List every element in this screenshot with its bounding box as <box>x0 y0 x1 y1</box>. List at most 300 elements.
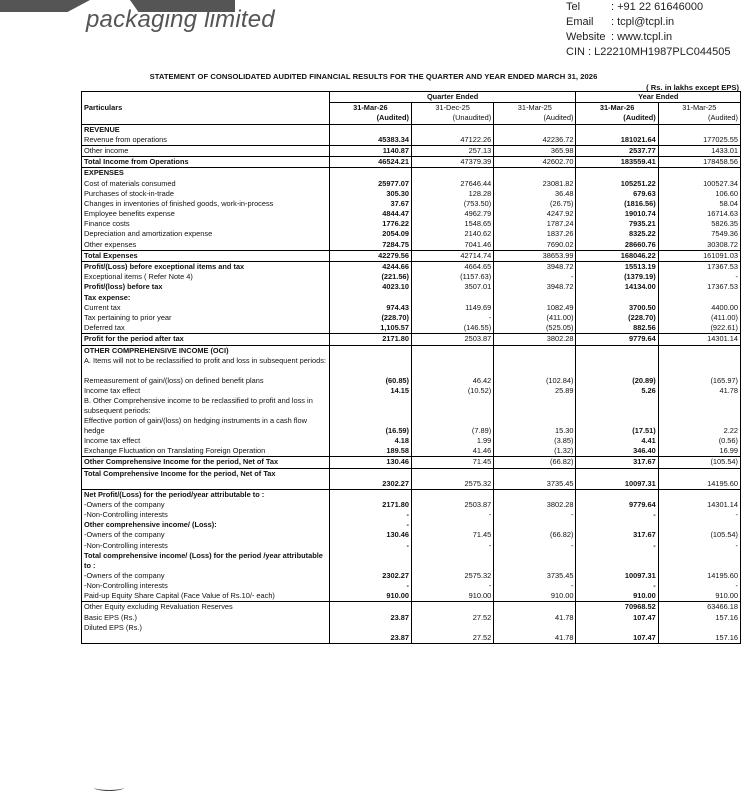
row-value: 46.42 <box>412 376 494 386</box>
table-row <box>82 500 741 510</box>
row-particular: B. Other Comprehensive income to be reclassified to profit and loss in subsequent periods: <box>82 396 330 416</box>
row-particular: A. Items will not to be reclassified to profit and loss in subsequent periods: <box>82 356 330 376</box>
row-value <box>329 345 411 356</box>
row-value <box>494 602 576 613</box>
col-date: 31-Mar-25 <box>658 103 740 114</box>
row-particular: Deferred tax <box>82 323 330 334</box>
row-value: (20.89) <box>576 376 658 386</box>
row-value <box>576 396 658 416</box>
row-value <box>658 489 740 500</box>
row-value: 71.45 <box>412 530 494 540</box>
row-value: (228.70) <box>576 313 658 323</box>
row-value <box>412 551 494 571</box>
row-value: 41.78 <box>494 613 576 623</box>
row-value <box>494 345 576 356</box>
row-value: 63466.18 <box>658 602 740 613</box>
table-row <box>82 313 741 323</box>
row-particular: Current tax <box>82 303 330 313</box>
contact-website: Website : www.tcpl.in <box>566 31 673 43</box>
row-particular: Profit/(loss) before tax <box>82 282 330 292</box>
row-value: 36.48 <box>494 189 576 199</box>
row-particular: Profit for the period after tax <box>82 334 330 345</box>
row-value: 974.43 <box>329 303 411 313</box>
row-value: 4.41 <box>576 436 658 446</box>
table-row <box>82 510 741 520</box>
row-particular: Other expenses <box>82 240 330 251</box>
row-value: 7935.21 <box>576 219 658 229</box>
row-value: 15513.19 <box>576 262 658 273</box>
row-value: 14195.60 <box>658 571 740 581</box>
col-date: 31-Mar-25 <box>494 103 576 114</box>
row-value <box>658 168 740 179</box>
row-value <box>412 293 494 303</box>
row-value: 4844.47 <box>329 209 411 219</box>
row-value: 9779.64 <box>576 334 658 345</box>
row-value <box>658 345 740 356</box>
table-row <box>82 209 741 219</box>
row-value <box>329 489 411 500</box>
row-value <box>494 489 576 500</box>
row-value: 1433.01 <box>658 145 740 156</box>
row-value: (165.97) <box>658 376 740 386</box>
row-value: (105.54) <box>658 530 740 540</box>
row-value: - <box>412 581 494 591</box>
row-value: 45383.34 <box>329 135 411 146</box>
row-value: 8325.22 <box>576 229 658 239</box>
row-value: 42236.72 <box>494 135 576 146</box>
row-value: - <box>412 313 494 323</box>
row-value: 47379.39 <box>412 157 494 168</box>
row-particular: Basic EPS (Rs.) <box>82 613 330 623</box>
row-value: 910.00 <box>412 591 494 602</box>
row-particular: -Owners of the company <box>82 530 330 540</box>
row-particular: Income tax effect <box>82 436 330 446</box>
table-row <box>82 386 741 396</box>
col-date: 31-Mar-26 <box>576 103 658 114</box>
row-value: (10.52) <box>412 386 494 396</box>
row-value: (228.70) <box>329 313 411 323</box>
row-particular: -Non-Controlling interests <box>82 541 330 551</box>
row-value: 38653.99 <box>494 250 576 261</box>
row-value: 3735.45 <box>494 571 576 581</box>
row-value: 23.87 <box>329 613 411 623</box>
row-value: - <box>494 581 576 591</box>
row-value: 2302.27 <box>329 468 411 489</box>
row-value <box>494 124 576 135</box>
row-value: 41.78 <box>658 386 740 396</box>
row-value: - <box>658 510 740 520</box>
row-value: (60.85) <box>329 376 411 386</box>
row-value: (16.59) <box>329 416 411 436</box>
col-status: (Audited) <box>658 113 740 124</box>
row-value: 2537.77 <box>576 145 658 156</box>
row-particular: -Owners of the company <box>82 571 330 581</box>
row-particular: Profit/(Loss) before exceptional items and tax <box>82 262 330 273</box>
row-value: 17367.53 <box>658 282 740 292</box>
col-status: (Audited) <box>576 113 658 124</box>
row-value: 1548.65 <box>412 219 494 229</box>
row-value: 1149.69 <box>412 303 494 313</box>
contact-block <box>566 0 731 60</box>
row-value: 181021.64 <box>576 135 658 146</box>
row-value <box>576 551 658 571</box>
row-value: 2503.87 <box>412 500 494 510</box>
row-value <box>412 345 494 356</box>
row-particular: Other Equity excluding Revaluation Reserves <box>82 602 330 613</box>
row-particular: Other comprehensive income/ (Loss): <box>82 520 330 530</box>
row-value: 2302.27 <box>329 571 411 581</box>
row-value <box>576 293 658 303</box>
table-row <box>82 219 741 229</box>
row-value: 23.87 <box>329 623 411 644</box>
particulars-header-top <box>82 92 330 103</box>
row-value <box>576 520 658 530</box>
row-value: 2054.09 <box>329 229 411 239</box>
row-particular: Other Comprehensive Income for the period, Net of Tax <box>82 457 330 468</box>
table-row <box>82 436 741 446</box>
row-value: 305.30 <box>329 189 411 199</box>
row-value: 28660.76 <box>576 240 658 251</box>
table-row <box>82 541 741 551</box>
row-value: 30308.72 <box>658 240 740 251</box>
row-value: - <box>329 510 411 520</box>
row-particular: -Non-Controlling interests <box>82 581 330 591</box>
contact-cin: CIN : L22210MH1987PLC044505 <box>566 46 731 58</box>
row-particular: REVENUE <box>82 124 330 135</box>
row-value: 346.40 <box>576 446 658 457</box>
row-value <box>576 168 658 179</box>
contact-email: Email : tcpl@tcpl.in <box>566 16 675 28</box>
row-value <box>494 293 576 303</box>
row-value <box>412 168 494 179</box>
row-value: (1.32) <box>494 446 576 457</box>
row-value: 177025.55 <box>658 135 740 146</box>
header-row-dates <box>82 103 741 114</box>
row-value: 257.13 <box>412 145 494 156</box>
row-value: 128.28 <box>412 189 494 199</box>
row-value: (525.05) <box>494 323 576 334</box>
row-value: (411.00) <box>658 313 740 323</box>
row-value: 2.22 <box>658 416 740 436</box>
row-value <box>658 356 740 376</box>
row-particular: Employee benefits expense <box>82 209 330 219</box>
row-value: 25.89 <box>494 386 576 396</box>
row-value: 14134.00 <box>576 282 658 292</box>
company-logo-mark <box>0 0 90 12</box>
row-value <box>658 551 740 571</box>
row-value <box>576 345 658 356</box>
row-value: 42602.70 <box>494 157 576 168</box>
row-value: 161091.03 <box>658 250 740 261</box>
row-value <box>412 396 494 416</box>
row-value: 910.00 <box>576 591 658 602</box>
table-row <box>82 457 741 468</box>
row-particular: Total Income from Operations <box>82 157 330 168</box>
particulars-header-bottom <box>82 113 330 124</box>
table-row <box>82 591 741 602</box>
row-particular: Purchases of stock-in-trade <box>82 189 330 199</box>
row-value <box>412 124 494 135</box>
row-value: 130.46 <box>329 530 411 540</box>
row-value: 1837.26 <box>494 229 576 239</box>
row-value: 3802.28 <box>494 334 576 345</box>
row-value: 910.00 <box>494 591 576 602</box>
table-row <box>82 623 741 644</box>
table-row <box>82 468 741 489</box>
table-row <box>82 581 741 591</box>
table-row <box>82 189 741 199</box>
particulars-header: Particulars <box>82 103 330 114</box>
row-value: 4400.00 <box>658 303 740 313</box>
row-particular: Total Comprehensive Income for the period, Net of Tax <box>82 468 330 489</box>
row-value: 27646.44 <box>412 179 494 189</box>
row-particular: Finance costs <box>82 219 330 229</box>
row-value: 157.16 <box>658 623 740 644</box>
row-value: (17.51) <box>576 416 658 436</box>
row-value: 27.52 <box>412 623 494 644</box>
row-value: (66.82) <box>494 457 576 468</box>
row-value: (753.50) <box>412 199 494 209</box>
row-particular: Cost of materials consumed <box>82 179 330 189</box>
row-value: 14.15 <box>329 386 411 396</box>
table-row <box>82 446 741 457</box>
row-value: (922.61) <box>658 323 740 334</box>
table-row <box>82 282 741 292</box>
row-value: (66.82) <box>494 530 576 540</box>
table-row <box>82 179 741 189</box>
row-value: - <box>576 510 658 520</box>
table-row <box>82 229 741 239</box>
row-value: 157.16 <box>658 613 740 623</box>
row-particular: Remeasurement of gain/(loss) on defined benefit plans <box>82 376 330 386</box>
row-value: (1157.63) <box>412 272 494 282</box>
row-value: 16.99 <box>658 446 740 457</box>
col-status: (Audited) <box>329 113 411 124</box>
company-tagline: packaging limited <box>86 6 275 33</box>
col-date: 31-Mar-26 <box>329 103 411 114</box>
group-year-ended: Year Ended <box>576 92 741 103</box>
row-value: 10097.31 <box>576 468 658 489</box>
row-particular: OTHER COMPREHENSIVE INCOME (OCI) <box>82 345 330 356</box>
row-value <box>658 293 740 303</box>
row-particular: Effective portion of gain/(loss) on hedging instruments in a cash flow hedge <box>82 416 330 436</box>
units-note: ( Rs. in lakhs except EPS) <box>646 83 739 92</box>
table-row <box>82 262 741 273</box>
table-row <box>82 345 741 356</box>
row-value: 14301.14 <box>658 334 740 345</box>
header-row-status <box>82 113 741 124</box>
contact-tel: Tel : +91 22 61646000 <box>566 1 704 13</box>
row-value: 4247.92 <box>494 209 576 219</box>
row-value: 679.63 <box>576 189 658 199</box>
row-value: 7041.46 <box>412 240 494 251</box>
row-value: (105.54) <box>658 457 740 468</box>
row-value: 178458.56 <box>658 157 740 168</box>
row-value: 41.78 <box>494 623 576 644</box>
row-value: 5826.35 <box>658 219 740 229</box>
row-value: - <box>329 541 411 551</box>
row-particular: Tax expense: <box>82 293 330 303</box>
row-particular: Depreciation and amortization expense <box>82 229 330 239</box>
row-value: 189.58 <box>329 446 411 457</box>
table-row <box>82 124 741 135</box>
row-value: (102.84) <box>494 376 576 386</box>
row-value: (221.56) <box>329 272 411 282</box>
row-value: 42714.74 <box>412 250 494 261</box>
row-particular: Changes in inventories of finished goods, work-in-process <box>82 199 330 209</box>
row-value: - <box>576 541 658 551</box>
table-row <box>82 551 741 571</box>
row-value: 2171.80 <box>329 334 411 345</box>
table-row <box>82 396 741 416</box>
row-value: 882.56 <box>576 323 658 334</box>
row-value: 183559.41 <box>576 157 658 168</box>
row-particular: Other income <box>82 145 330 156</box>
row-value: 107.47 <box>576 623 658 644</box>
row-value: 168046.22 <box>576 250 658 261</box>
row-value: 4244.66 <box>329 262 411 273</box>
row-value: 3735.45 <box>494 468 576 489</box>
table-row <box>82 323 741 334</box>
row-value <box>329 602 411 613</box>
row-value <box>494 168 576 179</box>
statement-title: STATEMENT OF CONSOLIDATED AUDITED FINANCIAL RESULTS FOR THE QUARTER AND YEAR ENDED MARCH 31, 2026 <box>149 72 598 81</box>
row-value: 14301.14 <box>658 500 740 510</box>
row-value: (0.56) <box>658 436 740 446</box>
row-value: 9779.64 <box>576 500 658 510</box>
table-row <box>82 293 741 303</box>
row-value <box>658 124 740 135</box>
row-value: - <box>412 510 494 520</box>
row-value: - <box>412 541 494 551</box>
row-value: 7549.36 <box>658 229 740 239</box>
row-value <box>576 489 658 500</box>
row-particular: -Owners of the company <box>82 500 330 510</box>
row-value: 2171.80 <box>329 500 411 510</box>
row-value: 2140.62 <box>412 229 494 239</box>
row-value <box>329 124 411 135</box>
table-row <box>82 334 741 345</box>
row-value: 106.60 <box>658 189 740 199</box>
col-status: (Unaudited) <box>412 113 494 124</box>
table-row <box>82 356 741 376</box>
row-value: - <box>494 541 576 551</box>
financial-results-table <box>81 91 741 644</box>
table-row <box>82 303 741 313</box>
row-value: - <box>576 581 658 591</box>
row-particular: Total Expenses <box>82 250 330 261</box>
row-value: 46524.21 <box>329 157 411 168</box>
row-value: 27.52 <box>412 613 494 623</box>
signature-scribble <box>94 784 124 791</box>
table-row <box>82 250 741 261</box>
row-value <box>494 551 576 571</box>
row-value: (411.00) <box>494 313 576 323</box>
row-value: (146.55) <box>412 323 494 334</box>
row-value: (1816.56) <box>576 199 658 209</box>
table-row <box>82 530 741 540</box>
table-row <box>82 135 741 146</box>
table-row <box>82 376 741 386</box>
row-particular: EXPENSES <box>82 168 330 179</box>
table-row <box>82 145 741 156</box>
table-row <box>82 520 741 530</box>
row-value: 910.00 <box>658 591 740 602</box>
row-value: 100527.34 <box>658 179 740 189</box>
row-value: 2503.87 <box>412 334 494 345</box>
table-row <box>82 613 741 623</box>
row-value: 3700.50 <box>576 303 658 313</box>
row-value <box>412 356 494 376</box>
row-value <box>658 520 740 530</box>
row-value: 1082.49 <box>494 303 576 313</box>
row-value: 105251.22 <box>576 179 658 189</box>
row-value: 4023.10 <box>329 282 411 292</box>
table-row <box>82 199 741 209</box>
row-value: 3948.72 <box>494 262 576 273</box>
row-particular: Paid-up Equity Share Capital (Face Value of Rs.10/- each) <box>82 591 330 602</box>
row-value: (3.85) <box>494 436 576 446</box>
row-value: 10097.31 <box>576 571 658 581</box>
table-row <box>82 272 741 282</box>
row-value: 317.67 <box>576 457 658 468</box>
row-value: 58.04 <box>658 199 740 209</box>
row-value: 1,105.57 <box>329 323 411 334</box>
row-value: 71.45 <box>412 457 494 468</box>
col-status: (Audited) <box>494 113 576 124</box>
row-particular: Exceptional items ( Refer Note 4) <box>82 272 330 282</box>
table-row <box>82 168 741 179</box>
table-row <box>82 416 741 436</box>
row-value: 1776.22 <box>329 219 411 229</box>
row-value: - <box>329 520 411 530</box>
row-value <box>329 356 411 376</box>
row-particular: Exchange Fluctuation on Translating Foreign Operation <box>82 446 330 457</box>
row-value: 41.46 <box>412 446 494 457</box>
row-value: 3948.72 <box>494 282 576 292</box>
row-value: 317.67 <box>576 530 658 540</box>
row-value: 14195.60 <box>658 468 740 489</box>
row-value <box>494 520 576 530</box>
row-value: 25977.07 <box>329 179 411 189</box>
row-value: 7690.02 <box>494 240 576 251</box>
row-value: 2575.32 <box>412 571 494 581</box>
row-value: 910.00 <box>329 591 411 602</box>
row-value <box>658 396 740 416</box>
row-value: 4962.79 <box>412 209 494 219</box>
header-row-groups <box>82 92 741 103</box>
row-value: 23081.82 <box>494 179 576 189</box>
row-value <box>329 168 411 179</box>
col-date: 31-Dec-25 <box>412 103 494 114</box>
row-particular: -Non-Controlling interests <box>82 510 330 520</box>
row-value <box>412 520 494 530</box>
row-value: 2575.32 <box>412 468 494 489</box>
row-value: (1379.19) <box>576 272 658 282</box>
row-value: - <box>329 581 411 591</box>
row-value: 37.67 <box>329 199 411 209</box>
row-value: 3507.01 <box>412 282 494 292</box>
row-value: 365.98 <box>494 145 576 156</box>
table-row <box>82 157 741 168</box>
table-row <box>82 489 741 500</box>
row-value: 107.47 <box>576 613 658 623</box>
row-value: 16714.63 <box>658 209 740 219</box>
row-value <box>576 124 658 135</box>
row-value: 19010.74 <box>576 209 658 219</box>
row-value: 42279.56 <box>329 250 411 261</box>
row-value: - <box>658 581 740 591</box>
